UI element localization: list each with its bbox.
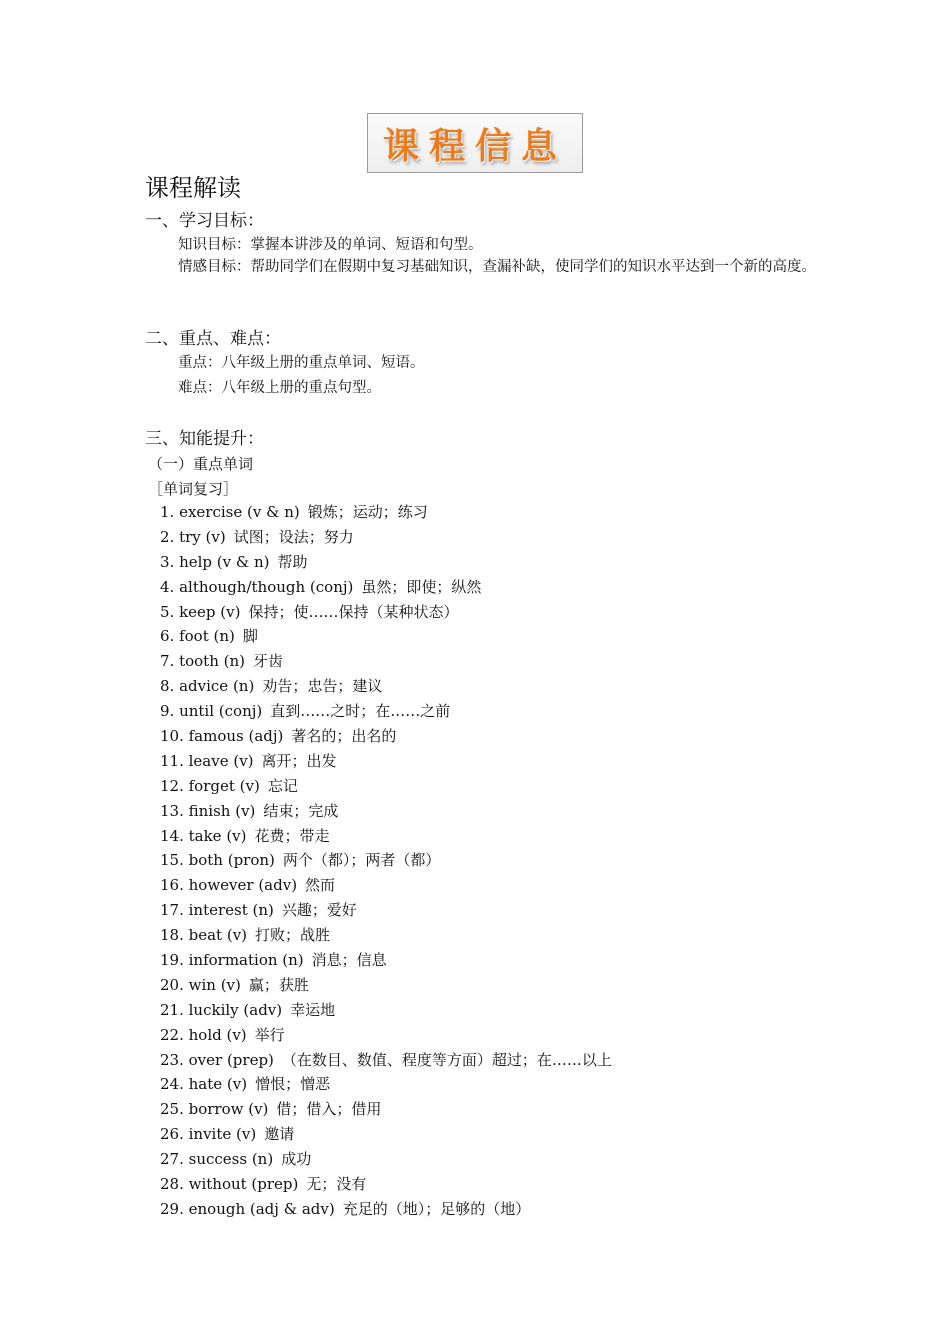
word-item (160, 1023, 612, 1048)
word-english: 25. borrow (v) (160, 1100, 269, 1119)
word-english: 1. exercise (v & n) (160, 503, 300, 521)
page-heading: 课程解读 (145, 174, 241, 202)
banner-title: 课程信息 (382, 125, 567, 167)
word-chinese: 脚 (242, 627, 258, 646)
word-item (160, 873, 612, 898)
word-item (160, 749, 612, 774)
word-english: 28. without (prep) (160, 1175, 299, 1194)
word-english: 9. until (conj) (160, 702, 263, 721)
word-english: 6. foot (n) (160, 627, 235, 646)
word-chinese: 帮助 (277, 552, 308, 571)
word-english: 15. both (pron) (160, 851, 275, 870)
word-chinese: （在数目、数值、程度等方面）超过；在……以上 (281, 1050, 612, 1069)
word-item (160, 1197, 612, 1222)
word-english: 23. over (prep) (160, 1050, 274, 1069)
word-item (160, 500, 612, 525)
word-item (160, 1072, 612, 1097)
word-item (160, 1097, 612, 1122)
subsection-key-words: （一）重点单词 (148, 455, 254, 473)
word-chinese: 邀请 (264, 1125, 295, 1144)
word-english: 3. help (v & n) (160, 552, 270, 571)
key-point: 重点：八年级上册的重点单词、短语。 (178, 355, 425, 371)
word-list (160, 500, 612, 1222)
word-english: 11. leave (v) (160, 751, 254, 770)
word-chinese: 无；没有 (306, 1175, 367, 1194)
word-english: 17. interest (n) (160, 901, 274, 920)
word-chinese: 充足的（地）；足够的（地） (342, 1199, 531, 1218)
word-chinese: 保持；使……保持（某种状态） (248, 602, 459, 621)
word-item (160, 898, 612, 923)
word-chinese: 花费；带走 (254, 826, 330, 845)
word-english: 26. invite (v) (160, 1125, 257, 1144)
word-english: 4. although/though (conj) (160, 577, 354, 596)
word-item (160, 624, 612, 649)
word-item (160, 998, 612, 1023)
word-item (160, 575, 612, 600)
word-english: 7. tooth (n) (160, 652, 245, 671)
word-english: 14. take (v) (160, 826, 247, 845)
word-item (160, 799, 612, 824)
word-item (160, 1122, 612, 1147)
word-item (160, 973, 612, 998)
word-chinese: 结束；完成 (263, 801, 339, 820)
word-chinese: 打败；战胜 (255, 926, 331, 945)
word-item (160, 525, 612, 550)
word-chinese: 然而 (305, 876, 336, 895)
emotion-goal: 情感目标：帮助同学们在假期中复习基础知识，查漏补缺，使同学们的知识水平达到一个新的高度。 (178, 259, 816, 275)
word-chinese: 劝告；忠告；建议 (262, 677, 383, 696)
subsection-word-review: ［单词复习］ (148, 480, 239, 498)
word-chinese: 赢；获胜 (248, 975, 309, 994)
word-english: 2. try (v) (160, 527, 226, 546)
word-item (160, 649, 612, 674)
word-item (160, 724, 612, 749)
word-item (160, 1048, 612, 1073)
word-chinese: 兴趣；爱好 (281, 901, 357, 920)
word-english: 18. beat (v) (160, 926, 248, 945)
word-chinese: 憎恨；憎恶 (255, 1075, 331, 1094)
word-chinese: 牙齿 (253, 652, 284, 671)
word-english: 5. keep (v) (160, 602, 241, 621)
word-item (160, 848, 612, 873)
word-chinese: 幸运地 (290, 1000, 336, 1019)
word-english: 20. win (v) (160, 975, 241, 994)
course-info-banner (367, 113, 583, 173)
difficult-point: 难点：八年级上册的重点句型。 (178, 380, 381, 396)
word-item (160, 1147, 612, 1172)
word-item (160, 1172, 612, 1197)
knowledge-goal: 知识目标：掌握本讲涉及的单词、短语和句型。 (178, 237, 483, 253)
word-english: 16. however (adv) (160, 876, 298, 895)
word-chinese: 虽然；即使；纵然 (361, 577, 482, 596)
word-chinese: 忘记 (267, 776, 298, 795)
word-item (160, 550, 612, 575)
section-learning-goals-title: 一、学习目标： (145, 211, 264, 231)
section-skills-title: 三、知能提升： (145, 429, 264, 449)
word-item (160, 774, 612, 799)
word-item (160, 824, 612, 849)
word-english: 19. information (n) (160, 951, 304, 970)
word-english: 22. hold (v) (160, 1025, 247, 1044)
word-chinese: 消息；信息 (311, 951, 387, 970)
word-english: 27. success (n) (160, 1150, 274, 1169)
word-item (160, 600, 612, 625)
word-chinese: 举行 (254, 1025, 285, 1044)
section-key-points-title: 二、重点、难点： (145, 329, 281, 349)
word-chinese: 两个（都）；两者（都） (282, 851, 441, 870)
word-english: 24. hate (v) (160, 1075, 248, 1094)
word-chinese: 著名的；出名的 (291, 727, 397, 746)
word-item (160, 948, 612, 973)
word-item (160, 923, 612, 948)
word-english: 21. luckily (adv) (160, 1000, 283, 1019)
word-chinese: 锻炼；运动；练习 (307, 503, 428, 521)
word-chinese: 借；借入；借用 (276, 1100, 382, 1119)
word-item (160, 674, 612, 699)
word-english: 13. finish (v) (160, 801, 256, 820)
word-english: 8. advice (n) (160, 677, 255, 696)
word-english: 12. forget (v) (160, 776, 260, 795)
word-item (160, 699, 612, 724)
word-chinese: 直到……之时；在……之前 (270, 702, 451, 721)
word-chinese: 成功 (281, 1150, 312, 1169)
word-english: 29. enough (adj & adv) (160, 1199, 335, 1218)
word-chinese: 离开；出发 (261, 751, 337, 770)
word-chinese: 试图；设法；努力 (233, 527, 354, 546)
word-english: 10. famous (adj) (160, 727, 284, 746)
